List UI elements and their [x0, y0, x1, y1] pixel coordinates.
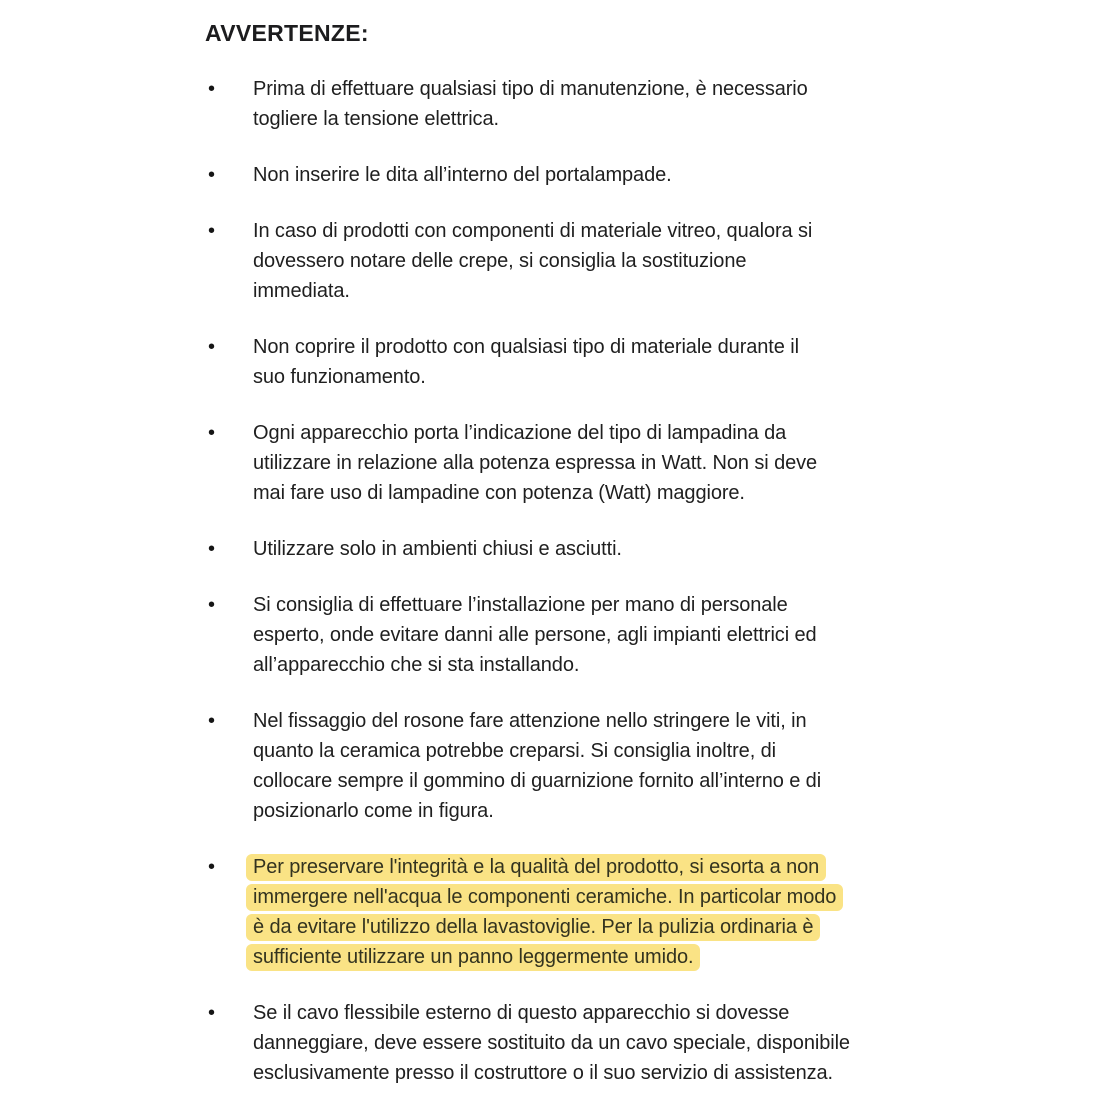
- text-line: Non inserire le dita all’interno del portalampade.: [253, 164, 672, 186]
- bullet-list: [205, 74, 950, 1088]
- bullet-marker-icon: •: [208, 856, 216, 878]
- bullet-marker-icon: •: [208, 78, 216, 100]
- text-line: Nel fissaggio del rosone fare attenzione nello stringere le viti, in: [253, 710, 807, 732]
- bullet-text: [253, 332, 925, 392]
- bullet-item: [205, 160, 950, 190]
- bullet-item: [205, 332, 950, 392]
- text-line: immediata.: [253, 280, 350, 302]
- bullet-text: [253, 534, 925, 564]
- highlight-mark: sufficiente utilizzare un panno leggermente umido.: [246, 944, 700, 971]
- text-line: all’apparecchio che si sta installando.: [253, 654, 580, 676]
- text-line: dovessero notare delle crepe, si consiglia la sostituzione: [253, 250, 747, 272]
- bullet-text: [253, 216, 925, 306]
- bullet-marker-icon: •: [208, 710, 216, 732]
- document-heading: AVVERTENZE:: [205, 20, 369, 46]
- text-line: [253, 912, 925, 942]
- text-line: Non coprire il prodotto con qualsiasi tipo di materiale durante il: [253, 336, 799, 358]
- bullet-text-highlighted: [253, 852, 925, 972]
- bullet-marker-icon: •: [208, 164, 216, 186]
- highlight-mark: Per preservare l'integrità e la qualità del prodotto, si esorta a non: [246, 854, 826, 881]
- text-line: [253, 942, 925, 972]
- text-line: collocare sempre il gommino di guarnizione fornito all’interno e di: [253, 770, 822, 792]
- text-line: posizionarlo come in figura.: [253, 800, 494, 822]
- bullet-item: [205, 852, 950, 972]
- text-line: Utilizzare solo in ambienti chiusi e asciutti.: [253, 538, 622, 560]
- bullet-item: [205, 74, 950, 134]
- text-line: utilizzare in relazione alla potenza espressa in Watt. Non si deve: [253, 452, 818, 474]
- bullet-marker-icon: •: [208, 220, 216, 242]
- text-line: Si consiglia di effettuare l’installazione per mano di personale: [253, 594, 788, 616]
- bullet-text: [253, 418, 925, 508]
- bullet-marker-icon: •: [208, 336, 216, 358]
- bullet-item: [205, 998, 950, 1088]
- text-line: esperto, onde evitare danni alle persone, agli impianti elettrici ed: [253, 624, 817, 646]
- bullet-text: [253, 998, 925, 1088]
- text-line: In caso di prodotti con componenti di materiale vitreo, qualora si: [253, 220, 813, 242]
- bullet-marker-icon: •: [208, 422, 216, 444]
- bullet-marker-icon: •: [208, 594, 216, 616]
- text-line: [253, 882, 925, 912]
- text-line: Ogni apparecchio porta l’indicazione del tipo di lampadina da: [253, 422, 787, 444]
- highlight-mark: immergere nell'acqua le componenti ceramiche. In particolar modo: [246, 884, 843, 911]
- text-line: esclusivamente presso il costruttore o il suo servizio di assistenza.: [253, 1062, 834, 1084]
- bullet-text: [253, 706, 925, 826]
- bullet-marker-icon: •: [208, 538, 216, 560]
- text-line: mai fare uso di lampadine con potenza (Watt) maggiore.: [253, 482, 745, 504]
- bullet-text: [253, 590, 925, 680]
- bullet-marker-icon: •: [208, 1002, 216, 1024]
- text-line: suo funzionamento.: [253, 366, 426, 388]
- bullet-item: [205, 706, 950, 826]
- text-line: [253, 852, 925, 882]
- text-line: danneggiare, deve essere sostituito da un cavo speciale, disponibile: [253, 1032, 850, 1054]
- text-line: quanto la ceramica potrebbe creparsi. Si consiglia inoltre, di: [253, 740, 776, 762]
- bullet-item: [205, 590, 950, 680]
- text-line: togliere la tensione elettrica.: [253, 108, 499, 130]
- bullet-text: [253, 74, 925, 134]
- text-line: Se il cavo flessibile esterno di questo apparecchio si dovesse: [253, 1002, 790, 1024]
- bullet-item: [205, 216, 950, 306]
- bullet-text: [253, 160, 925, 190]
- bullet-item: [205, 534, 950, 564]
- text-line: Prima di effettuare qualsiasi tipo di manutenzione, è necessario: [253, 78, 808, 100]
- highlight-mark: è da evitare l'utilizzo della lavastoviglie. Per la pulizia ordinaria è: [246, 914, 820, 941]
- bullet-item: [205, 418, 950, 508]
